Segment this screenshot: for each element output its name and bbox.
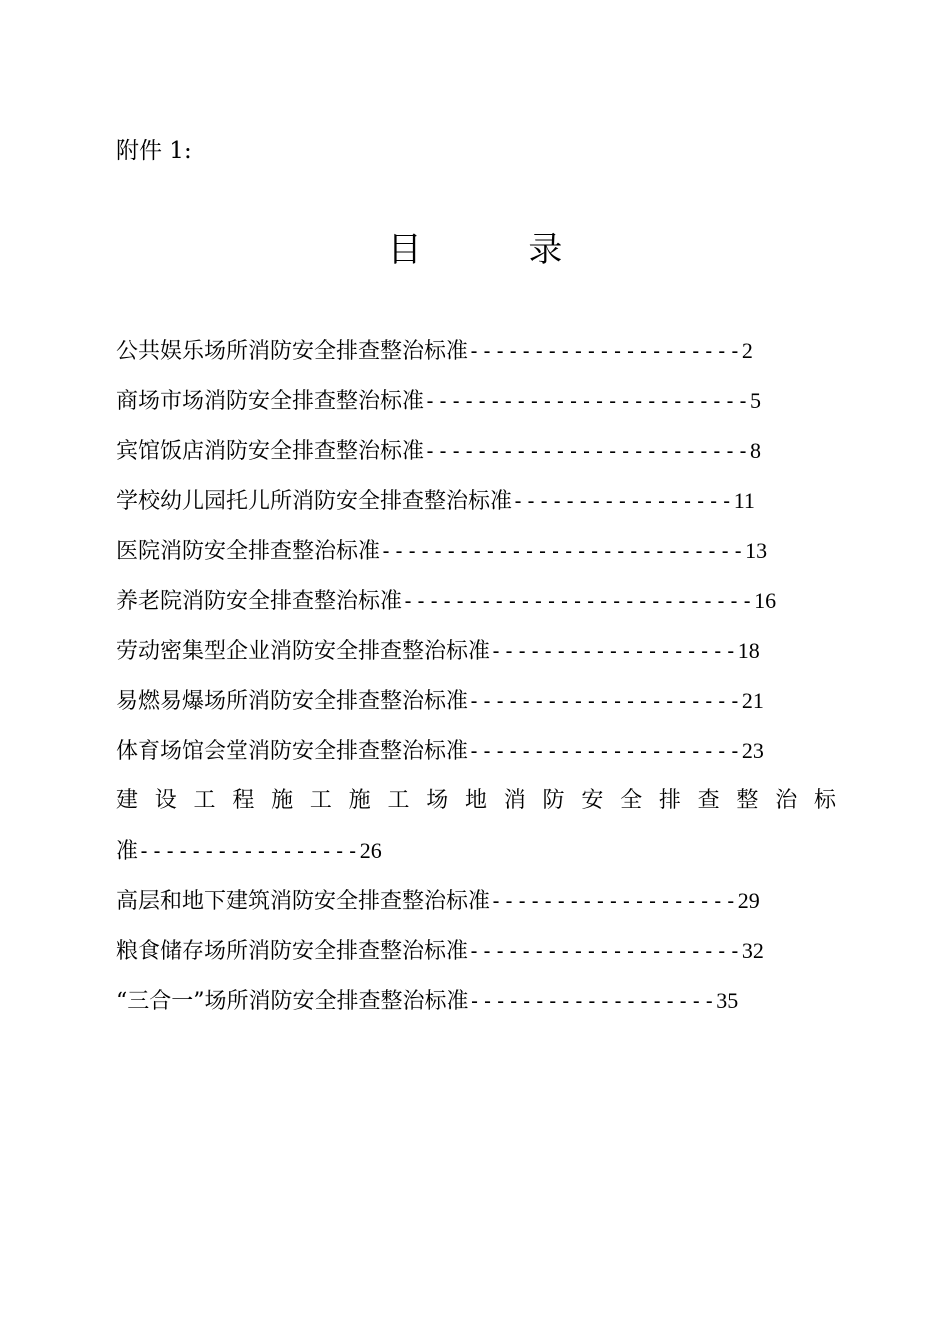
toc-page-number: 11	[733, 488, 755, 513]
toc-entry-title: 易燃易爆场所消防安全排查整治标准	[116, 689, 469, 714]
toc-entry-title: 医院消防安全排查整治标准	[116, 539, 381, 564]
toc-page-number: 21	[741, 688, 764, 713]
toc-entry-title: 养老院消防安全排查整治标准	[116, 589, 403, 614]
toc-entry[interactable]	[116, 630, 836, 680]
toc-page-number: 29	[737, 888, 760, 913]
toc-page-number: 32	[741, 938, 764, 963]
toc-entry-title: 建设工程施工施工场地消防安全排查整治标	[116, 788, 836, 813]
toc-page-number: 18	[737, 638, 760, 663]
toc-list	[116, 330, 836, 1030]
toc-leader: -----------------	[138, 839, 360, 863]
toc-leader: ---------------------	[468, 339, 742, 363]
toc-entry-title-continued	[116, 830, 836, 880]
toc-entry[interactable]	[116, 530, 836, 580]
toc-entry[interactable]	[116, 730, 836, 780]
toc-page-number: 8	[750, 438, 762, 463]
toc-leader: -------------------	[468, 989, 717, 1013]
toc-entry[interactable]	[116, 680, 836, 730]
toc-page-number: 35	[716, 988, 739, 1013]
toc-entry[interactable]	[116, 480, 836, 530]
toc-entry[interactable]	[116, 930, 836, 980]
toc-leader: ---------------------	[468, 939, 742, 963]
toc-entry[interactable]	[116, 980, 836, 1030]
toc-entry-title: 高层和地下建筑消防安全排查整治标准	[116, 889, 491, 914]
toc-leader: -----------------	[512, 489, 734, 513]
toc-page-number: 26	[359, 838, 382, 863]
toc-entry-title: 宾馆饭店消防安全排查整治标准	[116, 439, 425, 464]
toc-entry-title: 公共娱乐场所消防安全排查整治标准	[116, 339, 469, 364]
toc-page-number: 13	[745, 538, 768, 563]
toc-entry[interactable]	[116, 430, 836, 480]
toc-title: 目 录	[387, 230, 611, 270]
toc-entry[interactable]	[116, 780, 836, 880]
toc-entry-title: 体育场馆会堂消防安全排查整治标准	[116, 739, 469, 764]
toc-entry-title: “三合一”场所消防安全排查整治标准	[116, 989, 469, 1014]
toc-page-number: 16	[754, 588, 777, 613]
toc-entry-title: 劳动密集型企业消防安全排查整治标准	[116, 639, 491, 664]
toc-entry[interactable]	[116, 580, 836, 630]
toc-entry-title: 学校幼儿园托儿所消防安全排查整治标准	[116, 489, 513, 514]
toc-entry[interactable]	[116, 330, 836, 380]
toc-entry-title-tail: 准	[116, 839, 139, 864]
toc-entry[interactable]	[116, 880, 836, 930]
toc-leader: ---------------------	[468, 739, 742, 763]
toc-entry-title: 商场市场消防安全排查整治标准	[116, 389, 425, 414]
toc-leader: -------------------------	[424, 439, 751, 463]
toc-page-number: 23	[741, 738, 764, 763]
toc-page-number: 2	[741, 338, 753, 363]
toc-entry-title: 粮食储存场所消防安全排查整治标准	[116, 939, 469, 964]
toc-leader: ---------------------------	[402, 589, 755, 613]
toc-leader: -------------------	[490, 889, 738, 913]
toc-page-number: 5	[750, 388, 762, 413]
toc-leader: -------------------------	[424, 389, 751, 413]
toc-leader: ----------------------------	[380, 539, 746, 563]
attachment-label: 附件 1:	[116, 138, 192, 164]
toc-leader: ---------------------	[468, 689, 742, 713]
toc-leader: -------------------	[490, 639, 738, 663]
toc-entry[interactable]	[116, 380, 836, 430]
